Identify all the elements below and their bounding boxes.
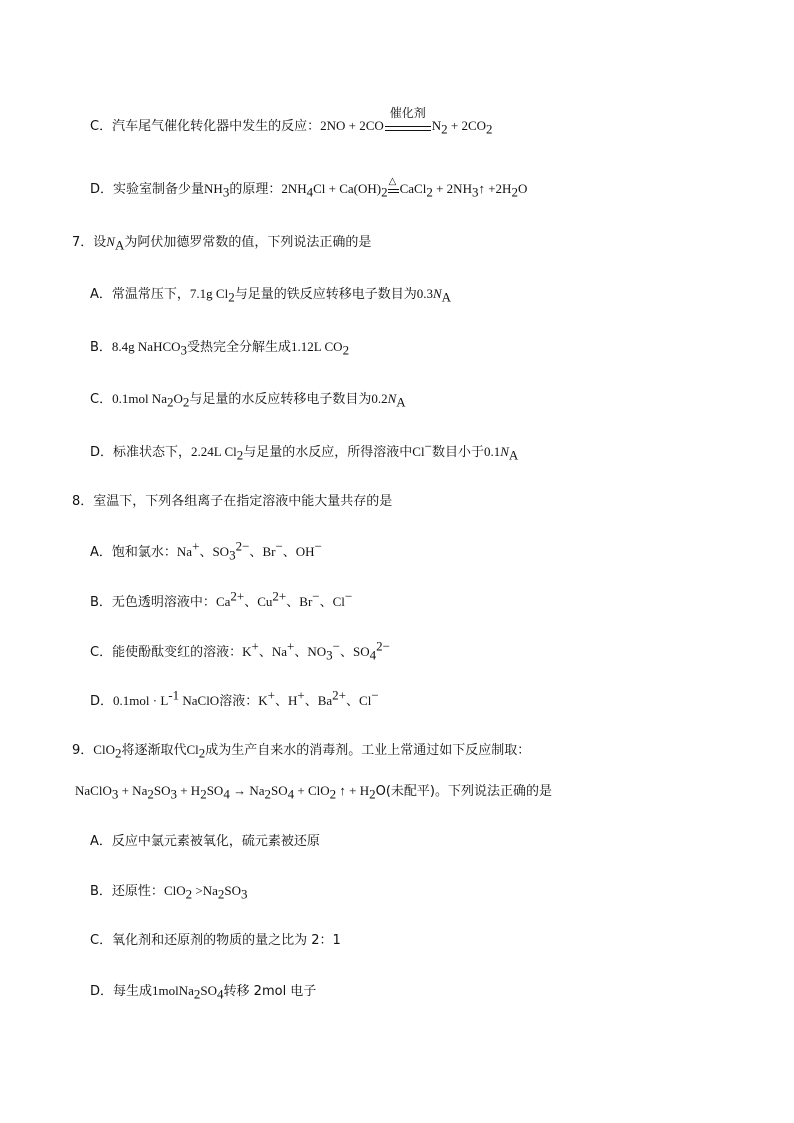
- q7-stem: 7．设$N_A$为阿伏加德罗常数的值，下列说法正确的是: [72, 234, 372, 253]
- q9-option-d: D．每生成$1molNa_2SO_4$转移 2mol 电子: [90, 983, 317, 1002]
- q6-option-c: C．汽车尾气催化转化器中发生的反应：2NO + 2CO 催化剂 $N_2 + 2CO_2$: [90, 105, 493, 137]
- q9-option-a: A．反应中氯元素被氧化，硫元素被还原: [90, 834, 320, 849]
- q6-option-d: D．实验室制备少量$NH_3$的原理：$2NH_4Cl + Ca(OH)_2$ △ CaCl$_2$ + $2NH_3↑ +2H_2O$: [90, 180, 527, 199]
- q8-option-d: D．$0.1mol \cdot L^{-1}$ NaClO溶液：K+、H+、$Ba^{2+}$、Cl−: [90, 687, 379, 709]
- catalyst-label: 催化剂: [389, 105, 426, 120]
- heat-arrow: [388, 175, 400, 199]
- q8-option-b: B．无色透明溶液中：$Ca^{2+}$、$Cu^{2+}$、Br−、Cl−: [90, 588, 353, 610]
- option-label: C．: [90, 119, 113, 134]
- q8-option-c: C．能使酚酞变红的溶液：K+、Na+、$NO_3^-$、$SO_4^{2-}$: [90, 638, 390, 663]
- equation-left: 2NO + 2CO: [320, 118, 384, 133]
- option-text: 汽车尾气催化转化器中发生的反应：: [112, 119, 321, 134]
- q8-stem: 8．室温下，下列各组离子在指定溶液中能大量共存的是: [72, 494, 393, 509]
- q9-equation: NaClO$_3$ + $Na_2SO_3 + H_2SO_4 \to Na_2SO_4 + ClO_2$ ↑ + $H_2O$(未配平)。下列说法正确的是: [75, 783, 553, 802]
- heat-icon: △: [388, 175, 397, 187]
- q7-option-d: D．标准状态下，2.24L $Cl_2$与足量的水反应，所得溶液中Cl−数目小于$0.1N_A$: [90, 438, 519, 463]
- q9-stem: 9．ClO$_2$将逐渐取代$Cl_2$成为生产自来水的消毒剂。工业上常通过如下反应制取：: [72, 742, 531, 761]
- q9-option-b: B．还原性：$ClO_2 >Na_2SO_3$: [90, 883, 248, 902]
- catalyst-arrow: [385, 105, 431, 136]
- q7-option-b: B．8.4g NaHCO$_3$受热完全分解生成1.12L $CO_2$: [90, 339, 350, 358]
- q8-option-a: A．饱和氯水：Na+、$SO_3^{2-}$、Br−、OH−: [90, 538, 322, 563]
- q9-option-c: C．氧化剂和还原剂的物质的量之比为 2：1: [90, 933, 341, 948]
- q7-option-c: C．0.1mol $Na_2O_2$与足量的水反应转移电子数目为$0.2N_A$: [90, 391, 406, 410]
- q7-option-a: A．常温常压下，7.1g $Cl_2$与足量的铁反应转移电子数目为$0.3N_A$: [90, 286, 452, 305]
